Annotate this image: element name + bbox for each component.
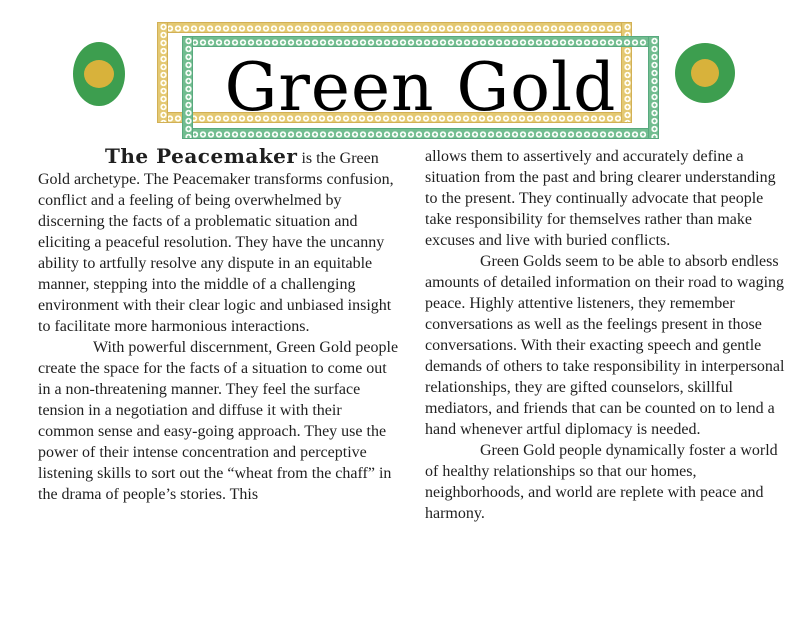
article-body xyxy=(38,146,786,524)
paragraph xyxy=(38,146,399,337)
medallion-gold-core xyxy=(691,59,719,87)
lead-in-text: The Peacemaker xyxy=(105,144,298,168)
paragraph: Green Golds seem to be able to absorb endless amounts of detailed information on their road to waging peace. Highly attentive listeners, they remember conversations as well as the feelings present in those conversations. With their exacting speech and gentle demands of others to take responsibility in interpersonal relationships, they are gifted counselors, skillful mediators, and friends that can be counted on to lend a hand whenever artful diplomacy is needed. xyxy=(425,253,785,438)
header-banner xyxy=(0,0,800,148)
paragraph: Green Gold people dynamically foster a world of healthy relationships so that our homes, neighborhoods, and world are replete with peace and harmony. xyxy=(425,442,778,522)
right-column xyxy=(425,146,786,524)
paragraph: With powerful discernment, Green Gold people create the space for the facts of a situation to come out in a non-threatening manner. They feel the surface tension in a negotiation and diffuse it with their common sense and easy-going approach. They use the power of their intense concentration and perceptive listening skills to sort out the “wheat from the chaff” in the drama of people’s stories. This xyxy=(38,339,399,503)
frame-border-strip xyxy=(157,22,632,33)
left-column xyxy=(38,146,399,524)
frame-border-strip xyxy=(157,22,168,123)
left-green-gold-medallion-icon xyxy=(73,42,125,106)
page-title: Green Gold xyxy=(224,48,617,126)
frame-border-strip xyxy=(648,36,659,139)
paragraph: allows them to assertively and accurately define a situation from the past and bring clearer understanding to the present. They continually advocate that people take responsibility for themselves rather than make excuses and live with buried conflicts. xyxy=(425,148,776,249)
medallion-gold-core xyxy=(84,60,114,88)
frame-border-strip xyxy=(182,36,193,139)
paragraph-text: is the Green Gold archetype. The Peacemaker transforms confusion, conflict and a feeling of being overwhelmed by discerning the facts of a problematic situation and eliciting a peaceful resolution. They have the uncanny ability to artfully resolve any dispute in an equitable manner, stepping into the middle of a challenging environment with their clear logic and unbiased insight to facilitate more harmonious interactions. xyxy=(38,150,394,335)
right-green-gold-medallion-icon xyxy=(675,43,735,103)
